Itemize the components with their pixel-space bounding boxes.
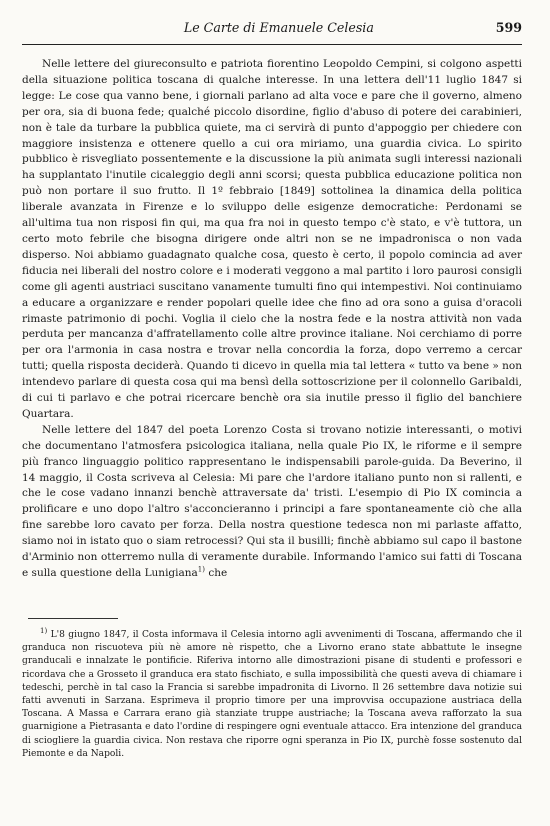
- paragraph-cempini: Nelle lettere del giureconsulto e patriota fiorentino Leopoldo Cempini, si colgono aspetti della situazione politica toscana di qualche interesse. In una lettera dell'11 luglio 1847 si legge: Le cose qua vanno bene, i giornali parlano ad alta voce e pare che il governo, almeno per ora, sia di buona fede; qualché piccolo disordine, figlio d'abuso di potere dei carabinieri, non è tale da turbare la pubblica quiete, ma ci servirà di punto d'appoggio per chiedere con maggiore insistenza e ottenere quello a cui ora miriamo, una guardia civica. Lo spirito pubblico è risvegliato possentemente e la discussione la più animata sugli interessi nazionali ha supplantato l'inutile cicaleggio degli anni scorsi; questa pubblica educazione politica non può non portare il suo frutto. Il 1º febbraio [1849] sottolinea la dinamica della politica liberale avanzata in Firenze e lo sviluppo delle esigenze democratiche: Perdonami se all'ultima tua non risposi fin qui, ma qua fra noi in questo tempo c'è stato, e v'è tuttora, un certo moto febrile che bisogna dirigere onde altri non se ne impadronisca o non vada disperso. Noi abbiamo guadagnato qualche cosa, questo è certo, il popolo comincia ad aver fiducia nei liberali del nostro colore e i moderati veggono a mal partito i loro paurosi consigli come gli agenti austriaci suscitano vanamente tumulti fino qui intempestivi. Noi continuiamo a educare a organizzare e render popolari quelle idee che fino ad ora sono a guisa d'oracoli rimaste patrimonio di pochi. Voglia il cielo che la nostra fede e la nostra attività non vada perduta per mancanza d'affratellamento colle altre province italiane. Noi cerchiamo di porre per ora l'armonia in casa nostra e trovar nella concordia la forza, dopo verremo a cercar tutti; quella risposta deciderà. Quando ti dicevo in quella mia tal lettera « tutto va bene » non intendevo parlare di questa cosa qui ma bensì della sottoscrizione per il colonnello Garibaldi, di cui ti parlavo e che potrai ricercare benchè ora sia inutile presso il figlio del banchiere Quartara.: [22, 58, 522, 420]
- footnote-reference: 1): [197, 565, 205, 574]
- footnote-text: L'8 giugno 1847, il Costa informava il Celesia intorno agli avvenimenti di Toscana, affermando che il granduca non riscuoteva più nè amore nè rispetto, che a Livorno erano state abbattute le insegne granducali e innalzate le pontificie. Riferiva intorno alle dimostrazioni pisane di studenti e professori e ricordava che a Grosseto il granduca era stato fischiato, e sulla impossibilità che questi aveva di chiamare i tedeschi, perchè in tal caso la Francia si sarebbe impadronita di Livorno. Il 26 settembre dava notizie sui fatti avvenuti in Sarzana. Esprimeva il proprio timore per una improvvisa occupazione austriaca della Toscana. A Massa e Carrara erano già stanziate truppe austriache; la Toscana aveva rafforzato la sua guarnigione a Pietrasanta e dato l'ordine di respingere ogni eventuale attacco. Era intenzione del granduca di sciogliere la guardia civica. Non restava che riporre ogni speranza in Pio IX, purchè fosse sostenuto dal Piemonte e da Napoli.: [22, 629, 522, 759]
- paragraph-costa: [22, 423, 522, 582]
- footnote-rule: [28, 618, 118, 619]
- footnote: [22, 626, 522, 761]
- footnote-marker: 1): [40, 626, 48, 635]
- running-title: Le Carte di Emanuele Celesia: [183, 20, 374, 35]
- paragraph-costa-text: Nelle lettere del 1847 del poeta Lorenzo Costa si trovano notizie interessanti, o motivi che documentano l'atmosfera psicologica italiana, nella quale Pio IX, le riforme e il sempre più franco linguaggio politico rappresentano le indispensabili parole-guida. Da Beverino, il 14 maggio, il Costa scriveva al Celesia: Mi pare che l'ardore italiano punto non si rallenti, e che le cose vadano innanzi benchè attraversate da' tristi. L'esempio di Pio IX comincia a prolificare e uno dopo l'altro s'acconcieranno i principi a fare spontaneamente ciò che alla fine sarebbe loro cavato per forza. Della nostra questione tedesca non mi parlaste affatto, siamo noi in istato quo o siam retrocessi? Qui sta il busilli; finchè abbiamo sul capo il bastone d'Arminio non otterremo nulla di veramente durabile. Informando l'amico sui fatti di Toscana e sulla questione della Lunigiana: [22, 423, 522, 579]
- page-number: 599: [495, 20, 522, 35]
- header-rule: [22, 44, 522, 45]
- page-header: [22, 20, 522, 42]
- main-text: [22, 57, 522, 582]
- closing-word: che: [208, 567, 228, 579]
